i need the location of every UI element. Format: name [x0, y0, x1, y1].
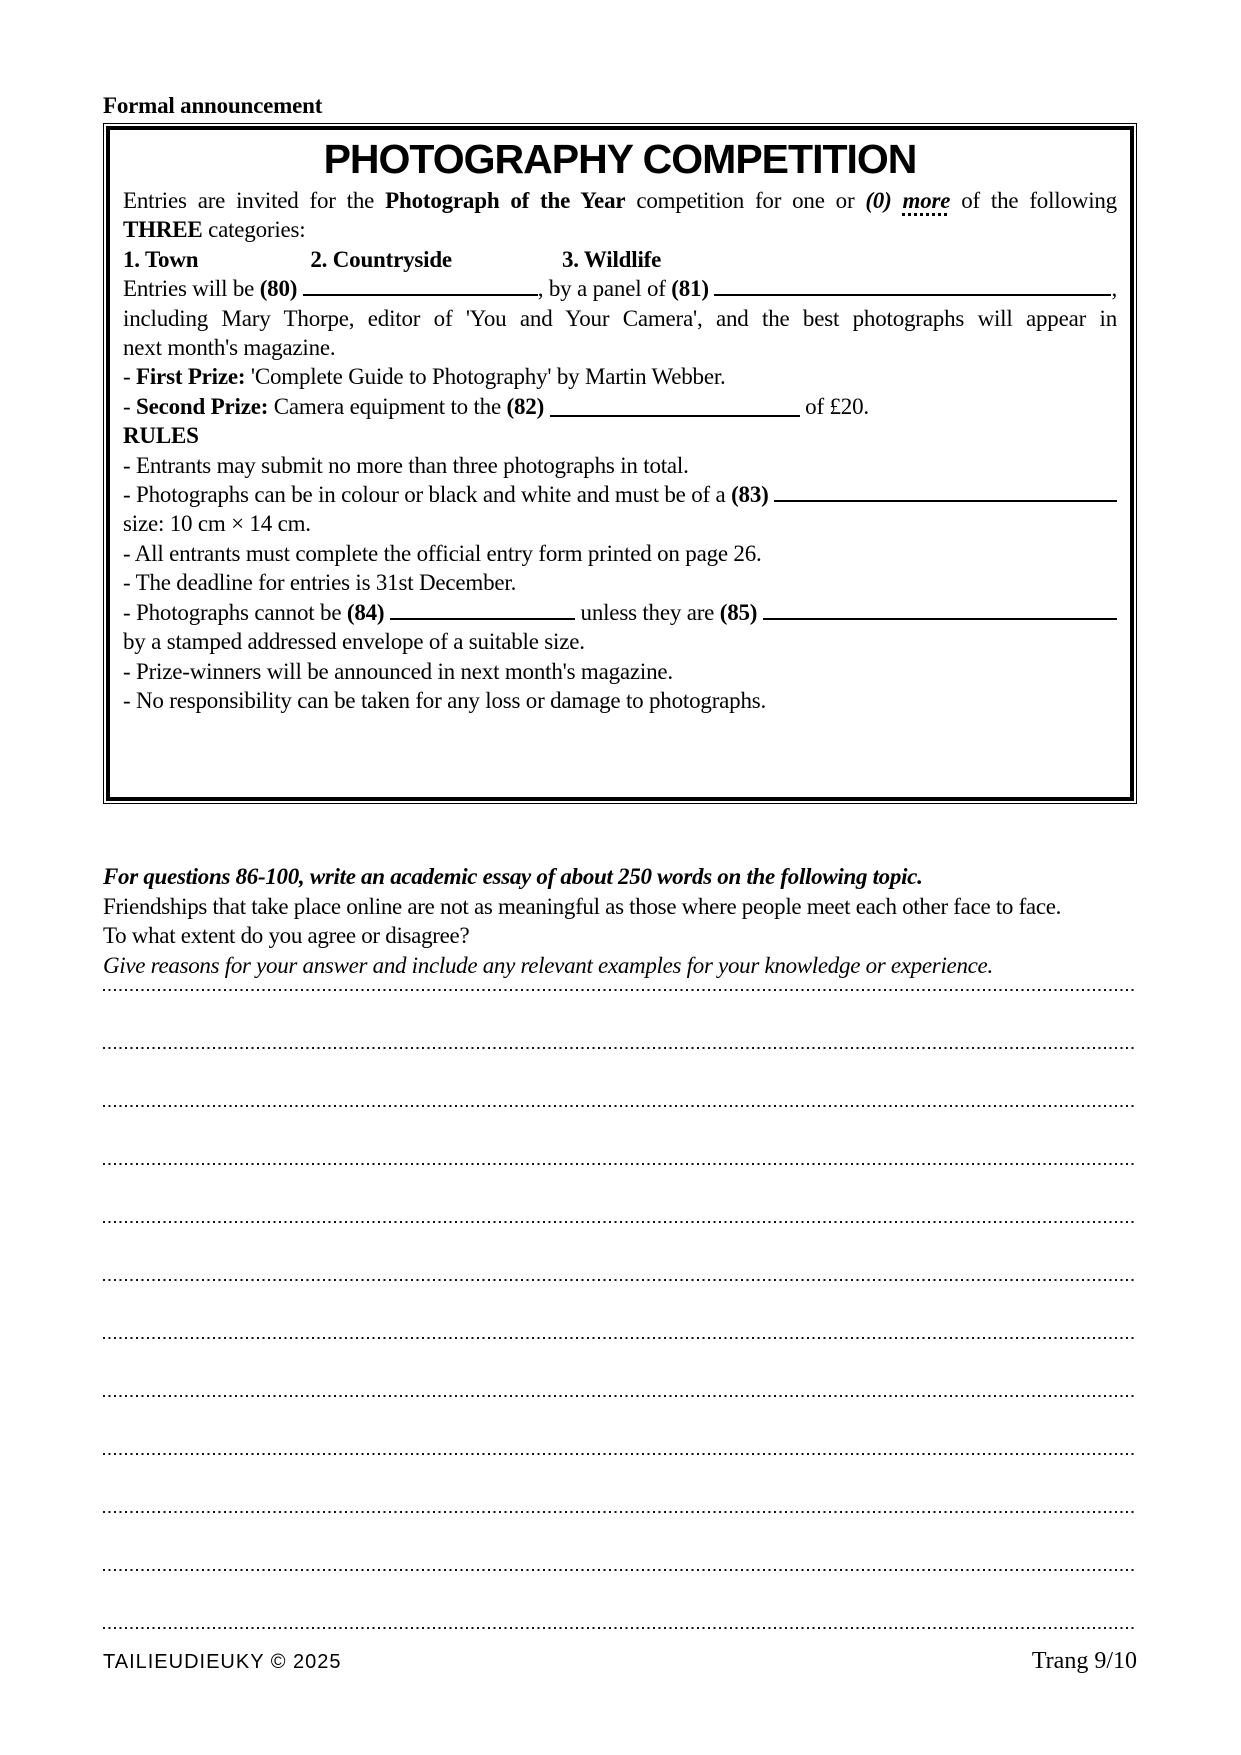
announcement-body: [123, 186, 1117, 715]
text-segment: ,: [1111, 276, 1117, 302]
announcement-line: [123, 598, 1117, 627]
text-segment: (84): [346, 599, 385, 625]
announcement-line: [123, 362, 1117, 391]
announcement-line: [123, 215, 1117, 244]
text-segment: of £20.: [799, 393, 869, 419]
text-segment: - Prize-winners will be announced in next month's magazine.: [123, 658, 673, 684]
text-segment: Entries will be: [123, 276, 260, 302]
text-segment: including Mary Thorpe, editor of 'You and Your Camera', and the best photographs will appear in: [123, 305, 1117, 331]
text-segment: (81): [671, 276, 709, 302]
text-segment: (80): [259, 276, 298, 302]
text-segment: of the following: [950, 188, 1117, 213]
announcement-line: [123, 421, 1117, 450]
text-segment: 2. Countryside: [310, 246, 452, 272]
essay-topic-question: To what extent do you agree or disagree?: [103, 923, 470, 949]
essay-answer-line: [103, 1337, 1137, 1339]
announcement-box: [103, 123, 1137, 804]
answer-blank-85: [763, 598, 1117, 620]
text-segment: -: [123, 393, 137, 419]
text-segment: First Prize:: [136, 364, 246, 390]
text-segment: categories:: [202, 217, 306, 243]
announcement-box-inner: [106, 126, 1134, 801]
announcement-line: [123, 392, 1117, 421]
essay-answer-line: [103, 1627, 1137, 1629]
text-segment: next month's magazine.: [123, 335, 336, 361]
text-segment: - No responsibility can be taken for any loss or damage to photographs.: [123, 687, 767, 713]
answer-blank-81: [714, 274, 1111, 296]
essay-answer-line: [103, 1511, 1137, 1513]
essay-answer-line: [103, 1395, 1137, 1397]
announcement-line: [123, 333, 1117, 362]
essay-answer-line: [103, 1453, 1137, 1455]
essay-answer-line: [103, 1163, 1137, 1165]
announcement-line: [123, 627, 1117, 656]
text-segment: (85): [719, 599, 758, 625]
announcement-line: [123, 657, 1117, 686]
text-segment: RULES: [123, 423, 199, 449]
answer-blank-83: [774, 480, 1117, 502]
essay-answer-line: [103, 989, 1137, 991]
footer-watermark: TAILIEUDIEUKY © 2025: [103, 1650, 342, 1673]
announcement-line: [123, 304, 1117, 333]
text-segment: (0): [865, 188, 892, 213]
announcement-line: [123, 186, 1117, 215]
announcement-line: [123, 568, 1117, 597]
text-segment: Second Prize:: [136, 393, 269, 419]
text-segment: [892, 188, 903, 213]
essay-answer-line: [103, 1221, 1137, 1223]
essay-answer-area: [103, 989, 1137, 1629]
essay-note: Give reasons for your answer and include any relevant examples for your knowledge or experience.: [103, 952, 993, 978]
essay-answer-line: [103, 1047, 1137, 1049]
text-segment: - Entrants may submit no more than three photographs in total.: [123, 452, 689, 478]
text-segment: - Photographs can be in colour or black and white and must be of a: [123, 482, 732, 508]
text-segment: - The deadline for entries is 31st December.: [123, 570, 517, 596]
text-segment: more: [902, 188, 951, 213]
text-segment: 1. Town: [123, 246, 199, 272]
section-label: Formal announcement: [103, 93, 323, 118]
essay-instruction: For questions 86-100, write an academic essay of about 250 words on the following topic.: [103, 864, 923, 890]
announcement-title: PHOTOGRAPHY COMPETITION: [323, 136, 917, 182]
text-segment: (83): [731, 482, 769, 508]
page-footer: [103, 1648, 1137, 1675]
text-segment: -: [123, 364, 137, 390]
announcement-line: [123, 451, 1117, 480]
text-segment: 3. Wildlife: [561, 246, 662, 272]
answer-blank-84: [390, 598, 575, 620]
essay-topic-statement: Friendships that take place online are not as meaningful as those where people meet each other face to face.: [103, 893, 1062, 919]
announcement-line: [123, 245, 1117, 274]
text-segment: 'Complete Guide to Photography' by Martin Webber.: [245, 364, 726, 390]
announcement-line: [123, 686, 1117, 715]
answer-blank-80: [303, 274, 538, 296]
answer-blank-82: [550, 395, 800, 417]
essay-answer-line: [103, 1279, 1137, 1281]
announcement-line: [123, 480, 1117, 509]
text-segment: by a stamped addressed envelope of a suitable size.: [123, 629, 585, 655]
text-segment: (82): [506, 393, 545, 419]
text-segment: size: 10 cm × 14 cm.: [123, 511, 311, 537]
text-segment: , by a panel of: [537, 276, 672, 302]
text-segment: competition for one or: [625, 188, 866, 213]
essay-answer-line: [103, 1569, 1137, 1571]
page-number: Trang 9/10: [1031, 1647, 1137, 1674]
announcement-line: [123, 509, 1117, 538]
text-segment: - Photographs cannot be: [123, 599, 347, 625]
essay-answer-line: [103, 1105, 1137, 1107]
text-segment: Camera equipment to the: [268, 393, 507, 419]
text-segment: unless they are: [574, 599, 720, 625]
text-segment: - All entrants must complete the official entry form printed on page 26.: [123, 540, 762, 566]
text-segment: THREE: [123, 217, 203, 243]
essay-section: [103, 862, 1137, 980]
announcement-line: [123, 539, 1117, 568]
text-segment: Entries are invited for the: [123, 188, 386, 213]
text-segment: Photograph of the Year: [385, 188, 626, 213]
announcement-line: [123, 274, 1117, 303]
